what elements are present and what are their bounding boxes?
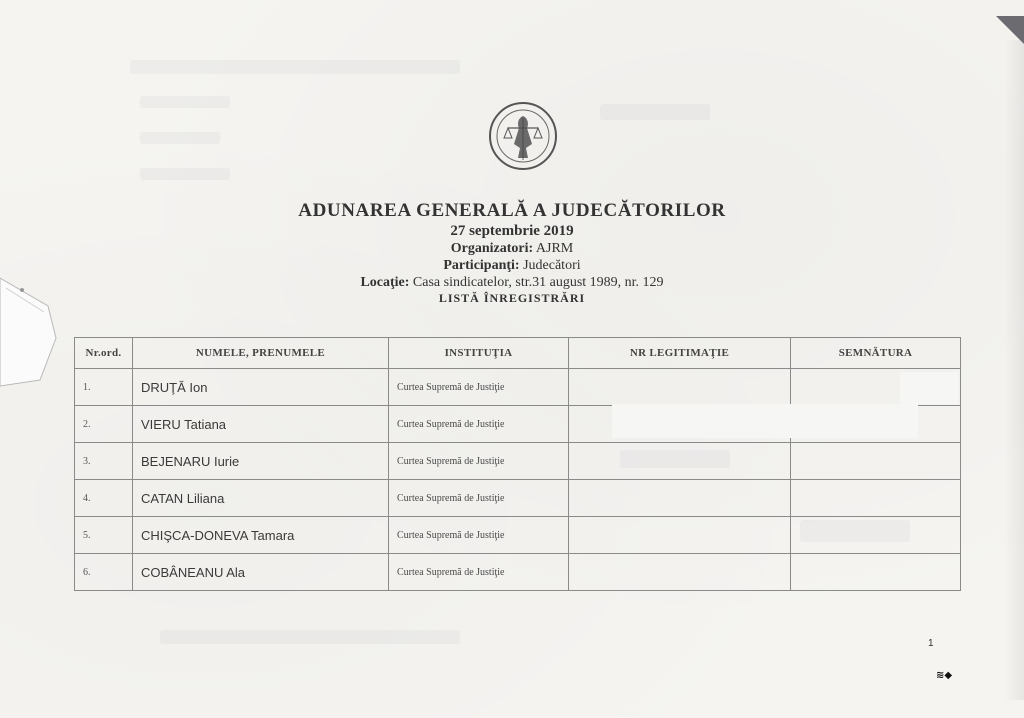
column-header-nr: Nr.ord. xyxy=(75,338,133,369)
table-row xyxy=(75,480,961,517)
participant-name: COBÂNEANU Ala xyxy=(133,554,389,591)
id-number-cell xyxy=(569,443,791,480)
organizers-value: AJRM xyxy=(535,241,574,256)
row-number: 2. xyxy=(75,406,133,443)
participant-institution: Curtea Supremă de Justiţie xyxy=(389,554,569,591)
row-number: 4. xyxy=(75,480,133,517)
signature-cell xyxy=(791,517,961,554)
bleed-through-mark xyxy=(160,630,460,644)
signature-cell xyxy=(791,443,961,480)
table-header-row xyxy=(75,338,961,369)
redacted-area xyxy=(612,404,918,438)
organizers-label: Organizatori: xyxy=(450,241,534,256)
bleed-through-mark xyxy=(140,132,220,144)
id-number-cell xyxy=(569,369,791,406)
redacted-area xyxy=(900,372,958,404)
table-row xyxy=(75,517,961,554)
organizers-line xyxy=(0,240,1024,257)
document-title: ADUNAREA GENERALĂ A JUDECĂTORILOR xyxy=(298,200,726,221)
row-number: 6. xyxy=(75,554,133,591)
bleed-through-mark xyxy=(140,96,230,108)
location-label: Locaţie: xyxy=(360,275,410,290)
participant-institution: Curtea Supremă de Justiţie xyxy=(389,369,569,406)
location-line xyxy=(0,274,1024,291)
participant-name: CATAN Liliana xyxy=(133,480,389,517)
id-number-cell xyxy=(569,517,791,554)
column-header-id-number: NR LEGITIMAŢIE xyxy=(569,338,791,369)
court-seal-icon xyxy=(474,100,572,172)
participant-name: BEJENARU Iurie xyxy=(133,443,389,480)
bleed-through-mark xyxy=(130,60,460,74)
registration-table xyxy=(74,337,961,591)
signature-cell xyxy=(791,480,961,517)
participant-name: DRUŢĂ Ion xyxy=(133,369,389,406)
event-date: 27 septembrie 2019 xyxy=(450,223,574,239)
table-row xyxy=(75,369,961,406)
participants-line xyxy=(0,257,1024,274)
scan-mark-icon: ≋◆ xyxy=(936,670,953,681)
bleed-through-mark xyxy=(600,104,710,120)
table-row xyxy=(75,443,961,480)
participant-institution: Curtea Supremă de Justiţie xyxy=(389,517,569,554)
signature-cell xyxy=(791,554,961,591)
participant-name: CHIŞCA-DONEVA Tamara xyxy=(133,517,389,554)
corner-fold xyxy=(996,16,1024,44)
column-header-institution: INSTITUŢIA xyxy=(389,338,569,369)
list-title: LISTĂ ÎNREGISTRĂRI xyxy=(438,291,586,305)
row-number: 5. xyxy=(75,517,133,554)
participants-value: Judecători xyxy=(523,258,581,273)
row-number: 3. xyxy=(75,443,133,480)
participant-institution: Curtea Supremă de Justiţie xyxy=(389,480,569,517)
page-number: 1 xyxy=(928,638,934,649)
id-number-cell xyxy=(569,480,791,517)
participant-institution: Curtea Supremă de Justiţie xyxy=(389,443,569,480)
participant-name: VIERU Tatiana xyxy=(133,406,389,443)
document-header xyxy=(0,200,1024,305)
participants-label: Participanţi: xyxy=(443,258,520,273)
table-row xyxy=(75,554,961,591)
page-edge-shadow xyxy=(1004,40,1024,700)
id-number-cell xyxy=(569,554,791,591)
bleed-through-mark xyxy=(140,168,230,180)
row-number: 1. xyxy=(75,369,133,406)
column-header-name: NUMELE, PRENUMELE xyxy=(133,338,389,369)
participant-institution: Curtea Supremă de Justiţie xyxy=(389,406,569,443)
location-value: Casa sindicatelor, str.31 august 1989, nr. 129 xyxy=(412,275,664,290)
column-header-signature: SEMNĂTURA xyxy=(791,338,961,369)
